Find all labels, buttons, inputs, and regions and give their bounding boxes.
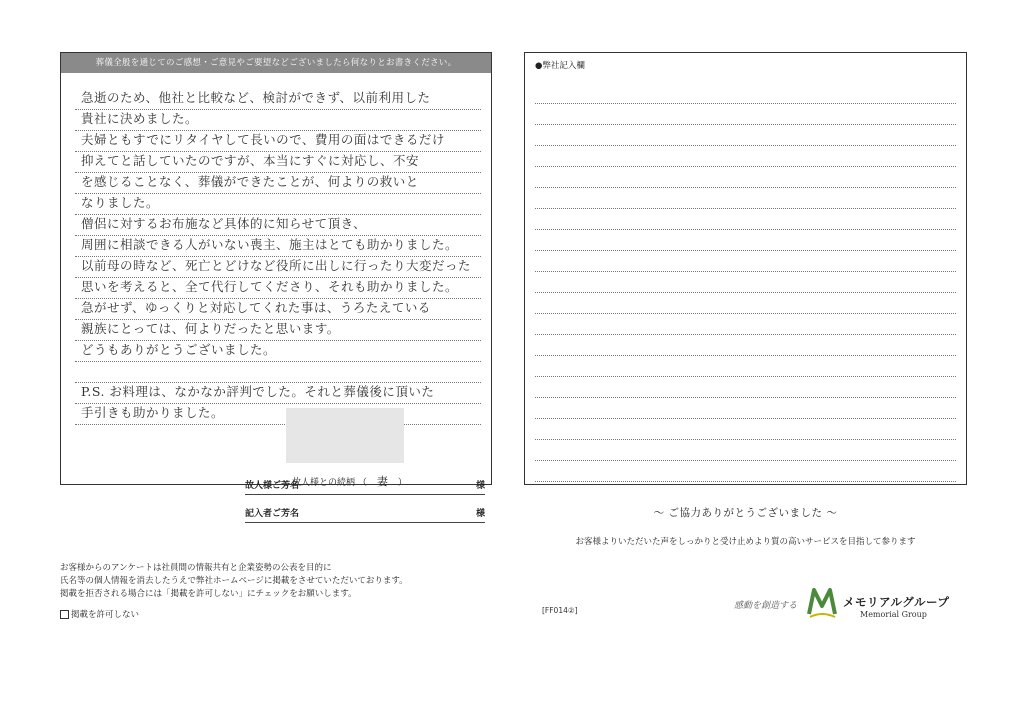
notes-line bbox=[535, 293, 956, 314]
redacted-names bbox=[286, 408, 404, 463]
company-notes-panel bbox=[524, 52, 967, 485]
notes-line bbox=[535, 356, 956, 377]
company-notes-header: ●弊社記入欄 bbox=[535, 61, 585, 71]
brand-name-en: Memorial Group bbox=[860, 610, 927, 619]
writer-name-label: 記入者ご芳名 bbox=[245, 509, 300, 519]
notes-line bbox=[535, 335, 956, 356]
response-line: 貴社に決めました。 bbox=[75, 110, 481, 131]
survey-response-panel bbox=[60, 52, 492, 519]
response-line: どうもありがとうございました。 bbox=[75, 341, 481, 362]
writer-name-row bbox=[245, 505, 485, 523]
thanks-message: 〜 ご協力ありがとうございました 〜 bbox=[653, 507, 838, 519]
notes-line bbox=[535, 230, 956, 251]
notice-line: お客様からのアンケートは社員間の情報共有と企業姿勢の公表を目的に bbox=[60, 563, 332, 573]
response-line: 急がせず、ゆっくりと対応してくれた事は、うろたえている bbox=[75, 299, 481, 320]
no-publish-label: 掲載を許可しない bbox=[71, 610, 140, 620]
response-line bbox=[75, 362, 481, 383]
notes-line bbox=[535, 209, 956, 230]
notes-line bbox=[535, 167, 956, 188]
notes-line bbox=[535, 314, 956, 335]
notes-line bbox=[535, 461, 956, 482]
survey-header: 葬儀全般を通じてのご感想・ご意見やご要望などございましたら何なりとお書きください。 bbox=[61, 53, 491, 73]
notes-line bbox=[535, 440, 956, 461]
response-line: 以前母の時など、死亡とどけなど役所に出しに行ったり大変だった bbox=[75, 257, 481, 278]
writer-honorific: 様 bbox=[475, 509, 485, 519]
relation-row bbox=[292, 473, 407, 489]
notes-line bbox=[535, 146, 956, 167]
no-publish-option[interactable] bbox=[60, 608, 139, 620]
notice-line: 氏名等の個人情報を消去したうえで弊社ホームページに掲載をさせていただいております。 bbox=[60, 576, 408, 586]
notice-line: 掲載を拒否される場合には「掲載を許可しない」にチェックをお願いします。 bbox=[60, 589, 357, 599]
response-line: P.S. お料理は、なかなか評判でした。それと葬儀後に頂いた bbox=[75, 383, 481, 404]
relation-open-paren: （ bbox=[357, 478, 367, 488]
response-line: 思いを考えると、全て代行してくださり、それも助かりました。 bbox=[75, 278, 481, 299]
notes-line bbox=[535, 419, 956, 440]
brand-name-jp: メモリアルグループ bbox=[843, 595, 950, 609]
company-notes-lines bbox=[535, 83, 956, 482]
relation-close-paren: ） bbox=[397, 478, 407, 488]
no-publish-checkbox[interactable] bbox=[60, 610, 69, 619]
brand-tagline: 感動を創造する bbox=[734, 601, 798, 611]
response-line: なりました。 bbox=[75, 194, 481, 215]
response-line: 手引きも助かりました。 bbox=[75, 404, 481, 425]
response-line: 親族にとっては、何よりだったと思います。 bbox=[75, 320, 481, 341]
response-line: 夫婦ともすでにリタイヤして長いので、費用の面はできるだけ bbox=[75, 131, 481, 152]
notes-line bbox=[535, 104, 956, 125]
response-line: 抑えてと話していたのですが、本当にすぐに対応し、不安 bbox=[75, 152, 481, 173]
publication-notice bbox=[60, 562, 408, 601]
response-line: を感じることなく、葬儀ができたことが、何よりの救いと bbox=[75, 173, 481, 194]
notes-line bbox=[535, 272, 956, 293]
relation-value: 妻 bbox=[376, 475, 388, 488]
notes-line bbox=[535, 377, 956, 398]
deceased-honorific: 様 bbox=[475, 481, 485, 491]
notes-line bbox=[535, 398, 956, 419]
response-line: 僧侶に対するお布施など具体的に知らせて頂き、 bbox=[75, 215, 481, 236]
handwritten-response-area bbox=[75, 89, 481, 425]
thanks-subtext: お客様よりいただいた声をしっかりと受け止めより質の高いサービスを目指して参ります bbox=[575, 537, 916, 547]
notes-line bbox=[535, 251, 956, 272]
memorial-group-logo bbox=[806, 584, 838, 620]
response-line: 急逝のため、他社と比較など、検討ができず、以前利用した bbox=[75, 89, 481, 110]
notes-line bbox=[535, 83, 956, 104]
deceased-name-label: 故人様ご芳名 bbox=[245, 481, 300, 491]
relation-label: 故人様との続柄 bbox=[292, 478, 356, 488]
notes-line bbox=[535, 188, 956, 209]
form-code: [FF014②] bbox=[542, 606, 578, 615]
response-line: 周囲に相談できる人がいない喪主、施主はとても助かりました。 bbox=[75, 236, 481, 257]
notes-line bbox=[535, 125, 956, 146]
